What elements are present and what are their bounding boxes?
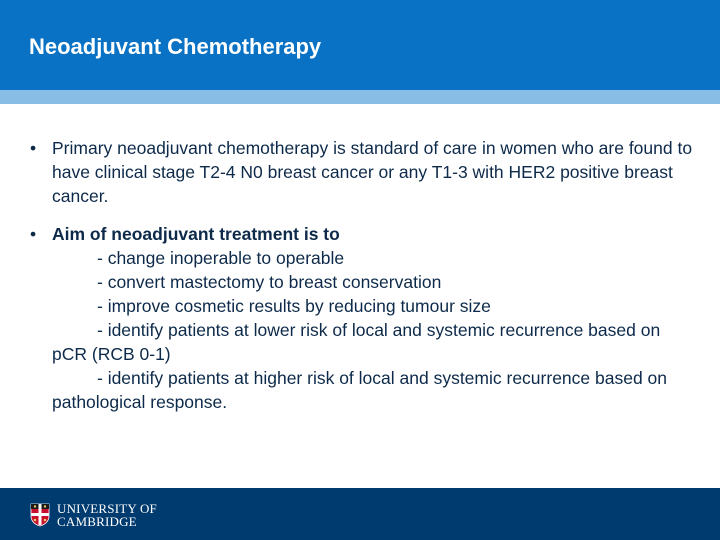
aim-item: - change inoperable to operable (97, 248, 345, 268)
bullet-marker: • (30, 138, 37, 158)
slide-header (0, 0, 720, 90)
logo-line-1: UNIVERSITY OF (57, 501, 157, 516)
slide-title: Neoadjuvant Chemotherapy (29, 34, 322, 59)
university-logo-text (57, 502, 157, 528)
aim-item: - improve cosmetic results by reducing tumour size (97, 296, 491, 316)
aim-item: - identify patients at higher risk of local and systemic recurrence based on pathological response. (52, 368, 668, 412)
logo-line-2: CAMBRIDGE (57, 514, 137, 529)
bullet-standard-of-care (30, 136, 700, 208)
bullet-aims (30, 222, 700, 414)
slide-footer (0, 488, 720, 540)
bullet-marker: • (30, 224, 37, 244)
cambridge-crest-icon (30, 503, 50, 527)
bullet-heading: Aim of neoadjuvant treatment is to (52, 224, 340, 244)
aim-item: - convert mastectomy to breast conservation (97, 272, 442, 292)
bullet-text: Primary neoadjuvant chemotherapy is standard of care in women who are found to have clinical stage T2-4 N0 breast cancer or any T1-3 with HER2 positive breast cancer. (52, 138, 693, 206)
header-accent-stripe (0, 90, 720, 104)
aim-item: - identify patients at lower risk of local and systemic recurrence based on pCR (RCB 0-1) (52, 320, 661, 364)
slide-body (30, 136, 700, 414)
